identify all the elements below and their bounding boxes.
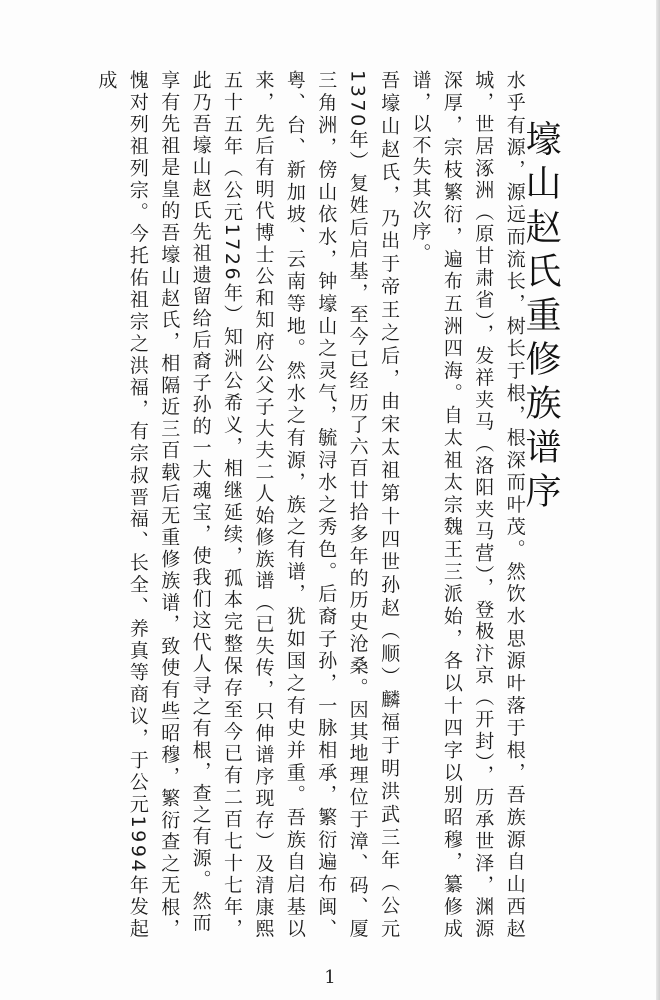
- paragraph-1: 水乎有源，源远而流长，树长于根，根深而叶茂。然饮水思源叶落于根，吾族源自山西赵城，世居涿洲（原甘肃省），发祥夹马（洛阳夹马营），登极汴京（开封），历承世泽，渊源深厚，宗枝繁衍，遍布五洲四海。自太祖太宗魏王三派始，各以十四字以别昭穆，纂修成谱，以不失其次序。: [409, 70, 526, 940]
- scan-edge-shadow: [656, 0, 660, 1000]
- page-number: 1: [324, 967, 336, 988]
- paragraph-2: 吾壕山赵氏，乃出于帝王之后，由宋太祖第十四世孙赵（顺）麟福于明洪武三年（公元1370年）复姓后启基，至今已经历了六百廿拾多年的历史沧桑。因其地理位于漳、码、厦三角洲，傍山依水，钟壕山之灵气，毓浔水之秀色。后裔子孙，一脉相承，繁衍遍布闽、粤、台、新加坡、云南等地。然水之有源，族之有谱，犹如国之有史并重。吾族自启基以来，先后有明代博士公和知府公父子大夫二人始修族谱（已失传，只伸谱序现存）及清康熙五十五年（公元1726年）知洲公希义，相继延续，孤本完整保存至今已有二百七十七年，此乃吾壕山赵氏先祖遗留给后裔子孙的一大魂宝，使我们这代人寻之有根，查之有源。然而: [189, 70, 401, 940]
- document-title: 壕山赵氏重修族谱序: [520, 120, 561, 516]
- paragraph-3: 享有先祖是皇的吾壕山赵氏，相隔近三百载后无重修族谱，致使有些昭穆，繁衍查之无根，愧对列祖列宗。今托佑祖宗之洪福，有宗叔晋福、长全、养真等商议，于公元1994年发起成: [95, 70, 181, 940]
- document-body: [90, 70, 530, 940]
